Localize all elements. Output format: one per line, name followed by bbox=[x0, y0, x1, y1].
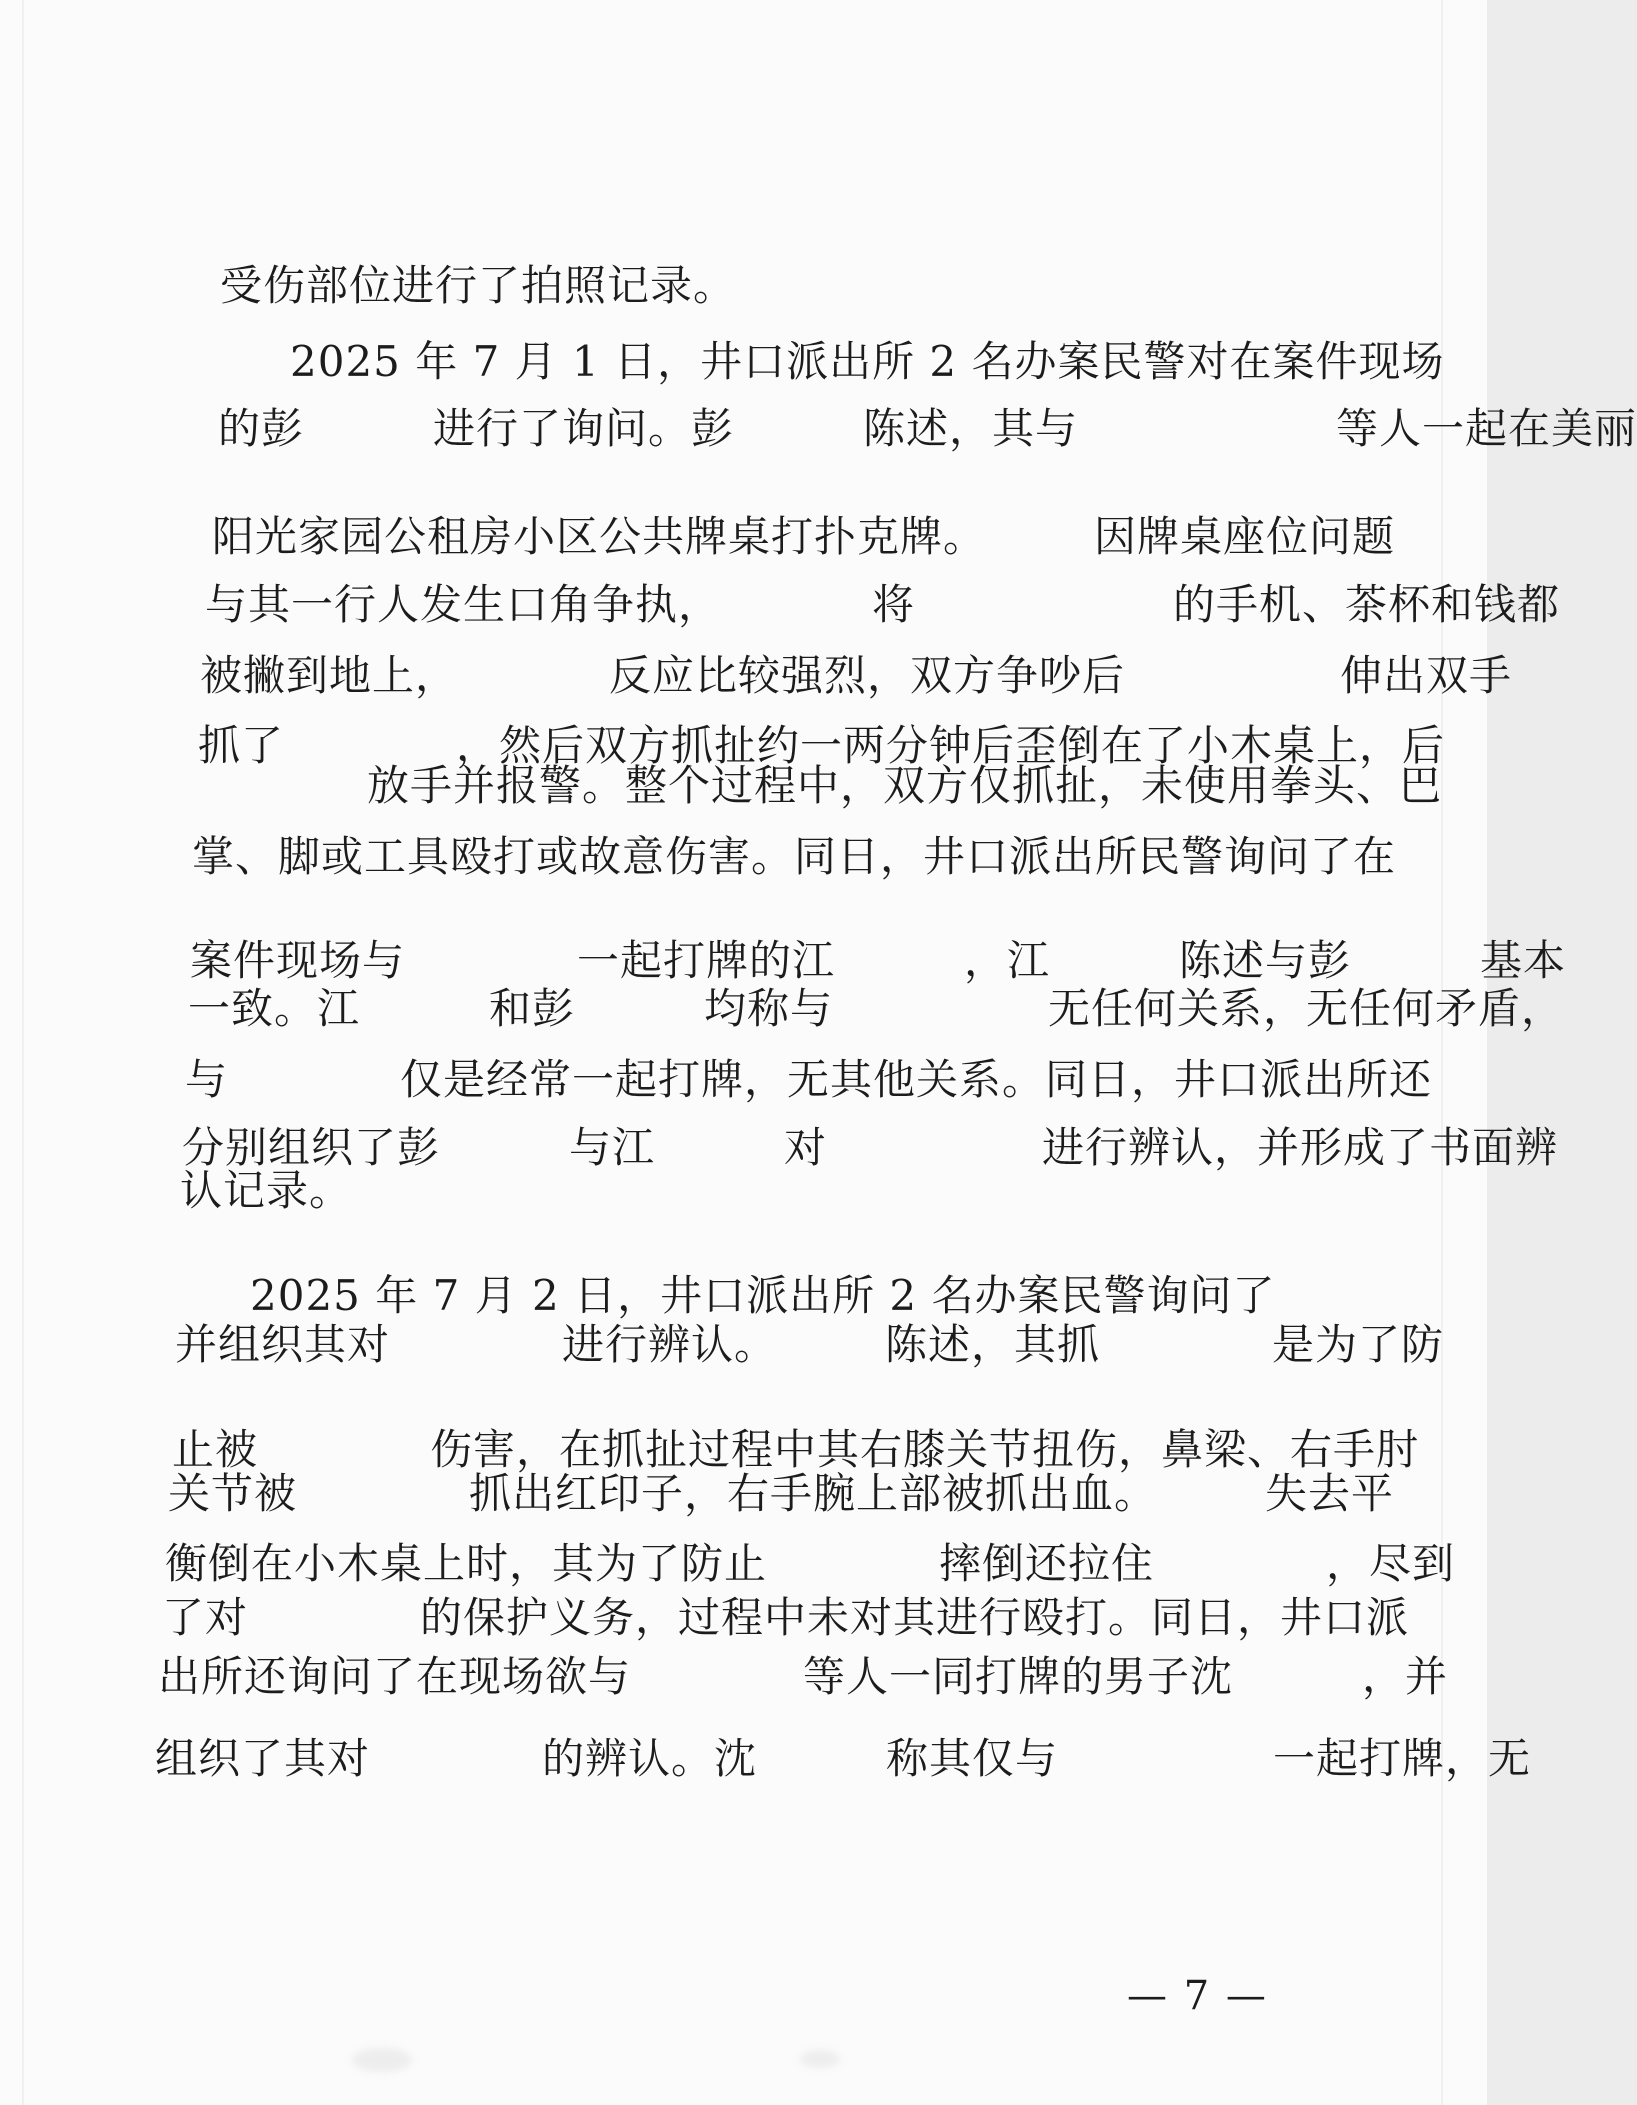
body-line: 衡倒在小木桌上时，其为了防止 摔倒还拉住 ，尽到 bbox=[165, 1539, 1456, 1588]
body-line: 2025 年 7 月 2 日，井口派出所 2 名办案民警询问了 bbox=[250, 1271, 1276, 1320]
body-line: 组织了其对 的辨认。沈 称其仅与 一起打牌，无 bbox=[155, 1734, 1532, 1783]
body-line: 2025 年 7 月 1 日，井口派出所 2 名办案民警对在案件现场 bbox=[290, 337, 1445, 386]
body-line: 受伤部位进行了拍照记录。 bbox=[220, 261, 737, 310]
body-line: 放手并报警。整个过程中，双方仅抓扯，未使用拳头、巴 bbox=[195, 761, 1443, 810]
body-line: 抓了 ，然后双方抓扯约一两分钟后歪倒在了小木桌上，后 bbox=[198, 721, 1446, 770]
scan-streak bbox=[1441, 0, 1443, 2105]
body-line: 案件现场与 一起打牌的江 ，江 陈述与彭 基本 bbox=[190, 936, 1567, 985]
body-line: 与其一行人发生口角争执， 将 的手机、茶杯和钱都 bbox=[205, 580, 1561, 629]
body-line: 的彭 进行了询问。彭 陈述，其与 等人一起在美丽 bbox=[218, 404, 1637, 453]
page-number: — 7 — bbox=[1127, 1973, 1268, 2019]
scan-smudge bbox=[352, 2048, 412, 2072]
body-line: 一致。江 和彭 均称与 无任何关系，无任何矛盾， bbox=[188, 984, 1565, 1033]
body-line: 阳光家园公租房小区公共牌桌打扑克牌。 因牌桌座位问题 bbox=[212, 512, 1396, 561]
body-line: 了对 的保护义务，过程中未对其进行殴打。同日，井口派 bbox=[162, 1593, 1410, 1642]
body-line: 关节被 抓出红印子，右手腕上部被抓出血。 失去平 bbox=[168, 1469, 1395, 1518]
body-line: 认记录。 bbox=[180, 1166, 353, 1215]
body-line: 掌、脚或工具殴打或故意伤害。同日，井口派出所民警询问了在 bbox=[192, 832, 1397, 881]
scan-streak bbox=[22, 0, 24, 2105]
body-line: 被撇到地上， 反应比较强烈，双方争吵后 伸出双手 bbox=[200, 651, 1513, 700]
body-line: 分别组织了彭 与江 对 进行辨认，并形成了书面辨 bbox=[182, 1123, 1559, 1172]
body-line: 并组织其对 进行辨认。 陈述，其抓 是为了防 bbox=[175, 1320, 1445, 1369]
body-line: 与 仅是经常一起打牌，无其他关系。同日，井口派出所还 bbox=[185, 1055, 1433, 1104]
scan-smudge bbox=[800, 2050, 840, 2068]
body-line: 出所还询问了在现场欲与 等人一同打牌的男子沈 ，并 bbox=[158, 1652, 1449, 1701]
body-line: 止被 伤害，在抓扯过程中其右膝关节扭伤，鼻梁、右手肘 bbox=[172, 1425, 1420, 1474]
